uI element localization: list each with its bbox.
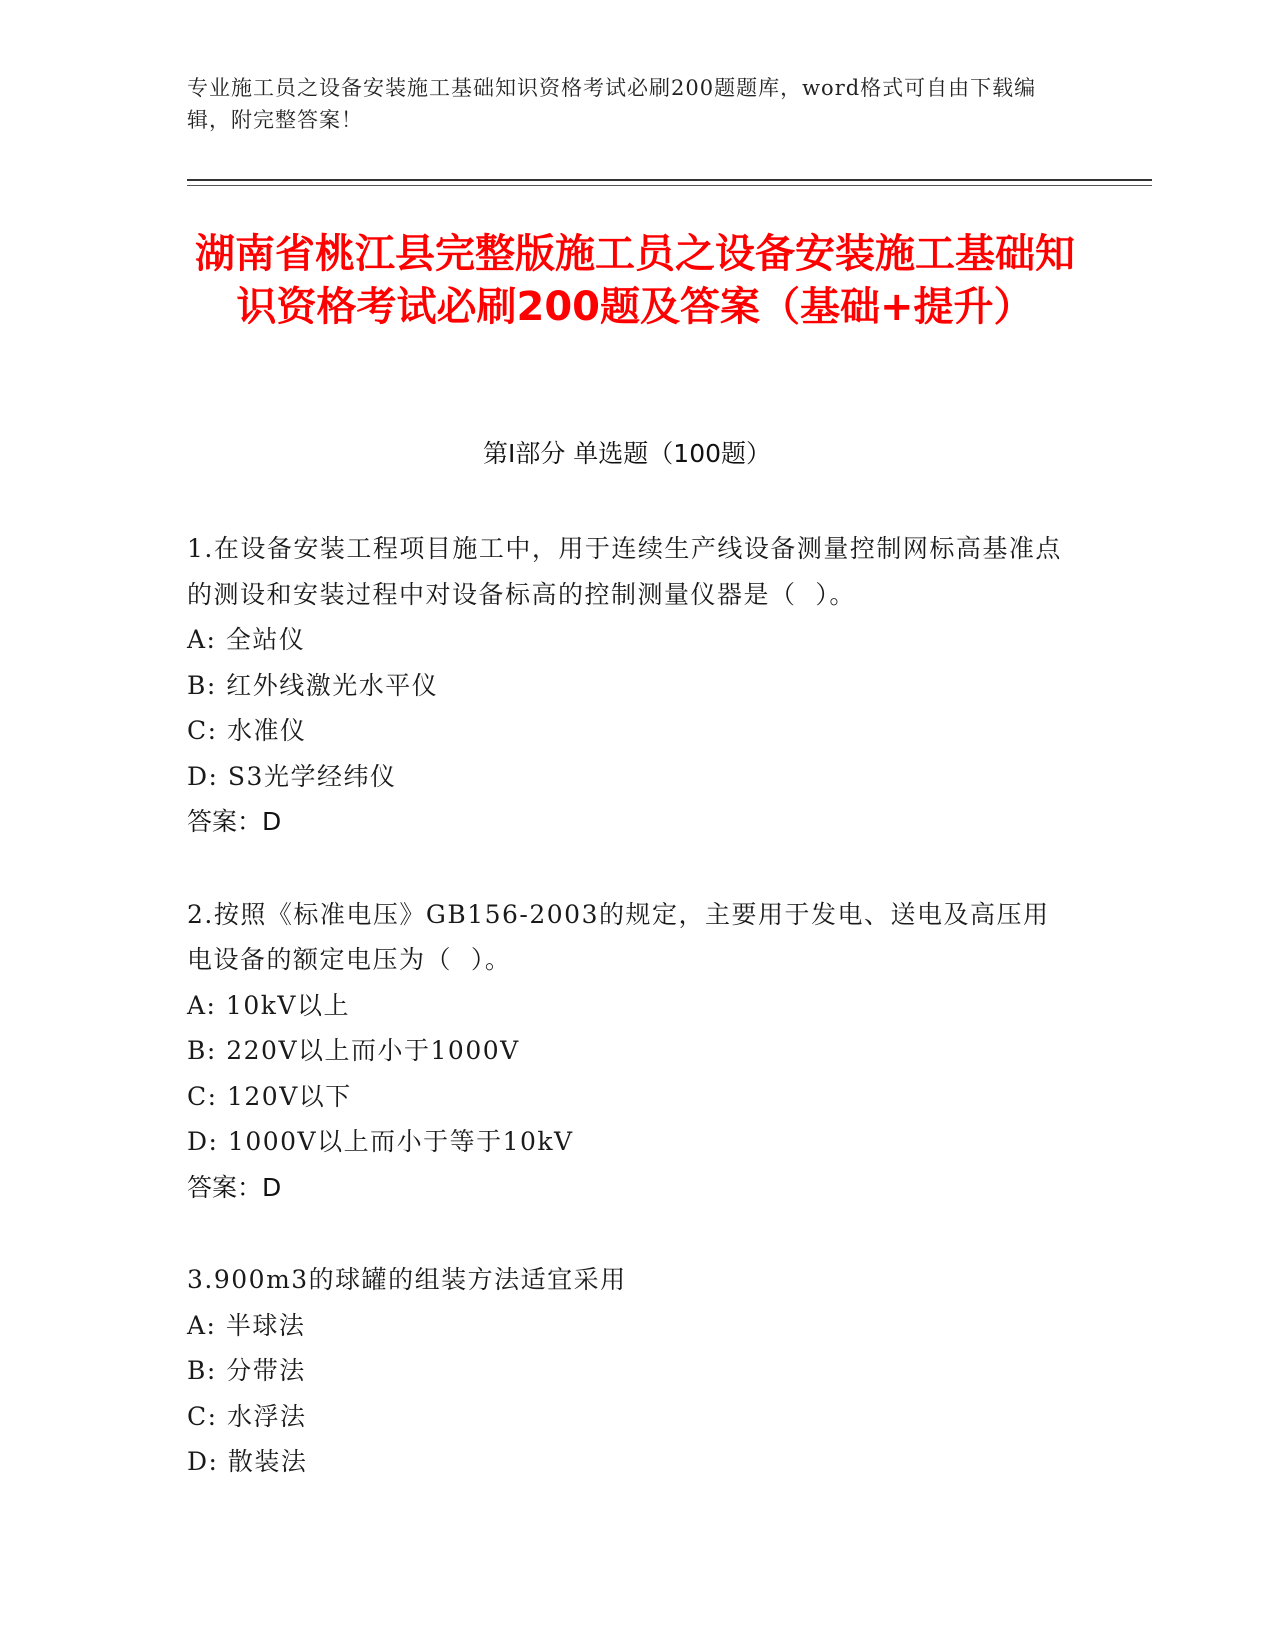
option-b: B: 红外线激光水平仪 <box>187 670 439 700</box>
question-2 <box>187 892 1067 1211</box>
option-a: A: 全站仪 <box>187 625 306 654</box>
question-list <box>187 526 1067 1532</box>
question-3 <box>187 1257 1067 1485</box>
question-text: 1.在设备安装工程项目施工中，用于连续生产线设备测量控制网标高基准点的测设和安装过程中对设备标高的控制测量仪器是（ ）。 <box>187 534 1062 609</box>
question-text: 3.900m3的球罐的组装方法适宜采用 <box>187 1265 627 1294</box>
header-divider-thick <box>187 179 1152 181</box>
question-1 <box>187 526 1067 845</box>
option-c: C: 120V以下 <box>187 1081 352 1111</box>
option-d: D: S3光学经纬仪 <box>187 761 397 791</box>
header-note: 专业施工员之设备安装施工基础知识资格考试必刷200题题库，word格式可自由下载编辑，附完整答案！ <box>187 76 1037 132</box>
option-b: B: 分带法 <box>187 1356 306 1385</box>
option-c: C: 水准仪 <box>187 716 307 745</box>
option-b: B: 220V以上而小于1000V <box>187 1036 520 1065</box>
option-c: C: 水浮法 <box>187 1401 307 1431</box>
option-d: D: 散装法 <box>187 1447 308 1476</box>
option-d: D: 1000V以上而小于等于10kV <box>187 1127 574 1156</box>
header-divider-thin <box>187 185 1152 186</box>
option-a: A: 10kV以上 <box>187 990 350 1020</box>
section-title: 第I部分 单选题（100题） <box>482 439 772 468</box>
question-text: 2.按照《标准电压》GB156-2003的规定，主要用于发电、送电及高压用电设备的额定电压为（ ）。 <box>187 899 1050 974</box>
answer: 答案：D <box>187 807 282 836</box>
option-a: A: 半球法 <box>187 1310 306 1340</box>
document-title: 湖南省桃江县完整版施工员之设备安装施工基础知识资格考试必刷200题及答案（基础+提升） <box>195 231 1075 330</box>
answer: 答案：D <box>187 1172 282 1202</box>
